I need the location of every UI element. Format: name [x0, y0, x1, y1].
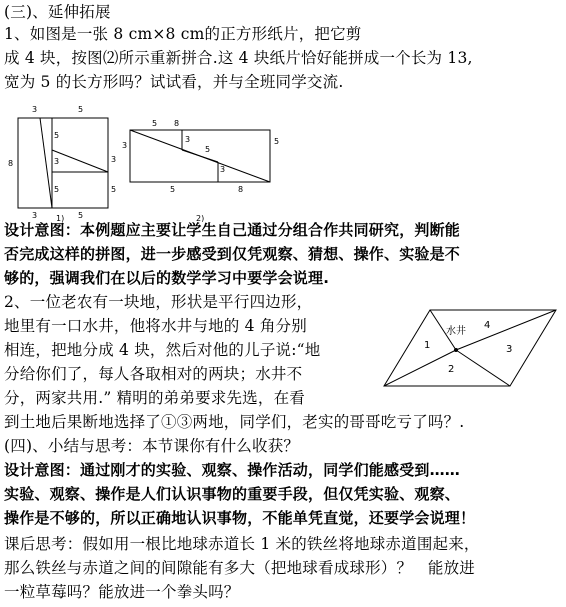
region-1: 1: [424, 340, 431, 351]
q1-line2: 成 4 块，按图⑵所示重新拼合.这 4 块纸片恰好能拼成一个长为 13,: [4, 49, 473, 67]
sq-label-mid-c: 5: [54, 185, 60, 194]
sq-label-top-left: 3: [32, 105, 38, 114]
homework-line2: 那么铁丝与赤道之间的间隙能有多大（把地球看成球形）？ 能放进: [4, 559, 476, 577]
figure-caption-1: 1): [56, 214, 65, 222]
square-figure: [18, 118, 108, 208]
design1-line3: 够的，强调我们在以后的数学学习中要学会说理.: [4, 269, 330, 287]
homework-line3: 一粒草莓吗？能放进一个拳头吗？: [4, 583, 240, 601]
q2-line1: 2、一位老农有一块地，形状是平行四边形，: [4, 293, 313, 311]
section3-heading: (三)、延伸拓展: [4, 3, 111, 21]
rect-label-mid: 3: [185, 135, 191, 144]
figure1-diagram: [0, 100, 300, 222]
rect-label-left: 3: [122, 141, 128, 150]
q1-line1: 1、如图是一张 8 cm×8 cm的正方形纸片，把它剪: [4, 25, 362, 43]
rect-label-top-left: 5: [152, 119, 158, 128]
q2-line6: 到土地后果断地选择了①③两地，同学们，老实的哥哥吃亏了吗？.: [4, 413, 465, 431]
rect-label-bottom-right: 8: [238, 185, 244, 194]
q1-line3: 宽为 5 的长方形吗？试试看，并与全班同学交流.: [4, 73, 344, 91]
design2-line1: 设计意图：通过刚才的实验、观察、操作活动，同学们能感受到……: [4, 461, 461, 479]
rect-label-right-b: 3: [220, 165, 226, 174]
q2-line2: 地里有一口水井，他将水井与地的 4 角分别: [4, 317, 307, 335]
design2-line2: 实验、观察、操作是人们认识事物的重要手段，但仅凭实验、观察、: [4, 485, 461, 503]
sq-label-mid-b: 3: [54, 157, 60, 166]
figure-caption-2: 2): [196, 214, 205, 222]
sq-label-bottom-left: 3: [32, 211, 38, 220]
well-point: [454, 348, 458, 352]
sq-label-top-right: 5: [78, 105, 84, 114]
region-4: 4: [484, 320, 491, 331]
rectangle-figure: [130, 130, 270, 182]
sq-label-mid-a: 5: [54, 131, 60, 140]
design1-line1: 设计意图：本例题应主要让学生自己通过分组合作共同研究，判断能: [4, 221, 461, 239]
q2-line5: 分，两家共用.” 精明的弟弟要求先选，在看: [4, 389, 305, 407]
rect-label-right-a: 5: [274, 137, 280, 146]
region-3: 3: [506, 344, 513, 355]
q2-line3: 相连，把地分成 4 块，然后对他的儿子说:“地: [4, 341, 321, 359]
rect-label-top-right: 8: [174, 119, 180, 128]
q2-line4: 分给你们了，每人各取相对的两块；水井不: [4, 365, 303, 383]
rect-label-bottom-left: 5: [170, 185, 176, 194]
rect-label-inner-a: 5: [205, 145, 211, 154]
design1-line2: 否完成这样的拼图，进一步感受到仅凭观察、猜想、操作、实验是不: [4, 245, 461, 263]
sq-label-right-bottom: 5: [111, 185, 117, 194]
homework-line1: 课后思考：假如用一根比地球赤道长 1 米的铁丝将地球赤道围起来，: [4, 535, 480, 553]
well-label: 水井: [446, 326, 466, 337]
parallelogram-diagram: [380, 300, 560, 396]
section4-heading: (四)、小结与思考：本节课你有什么收获？: [4, 437, 300, 455]
sq-label-right-top: 3: [111, 155, 117, 164]
design2-line3: 操作是不够的，所以正确地认识事物，不能单凭直觉，还要学会说理！: [4, 509, 476, 527]
region-2: 2: [448, 364, 455, 375]
sq-label-bottom-right: 5: [78, 211, 84, 220]
sq-label-left: 8: [8, 159, 14, 168]
